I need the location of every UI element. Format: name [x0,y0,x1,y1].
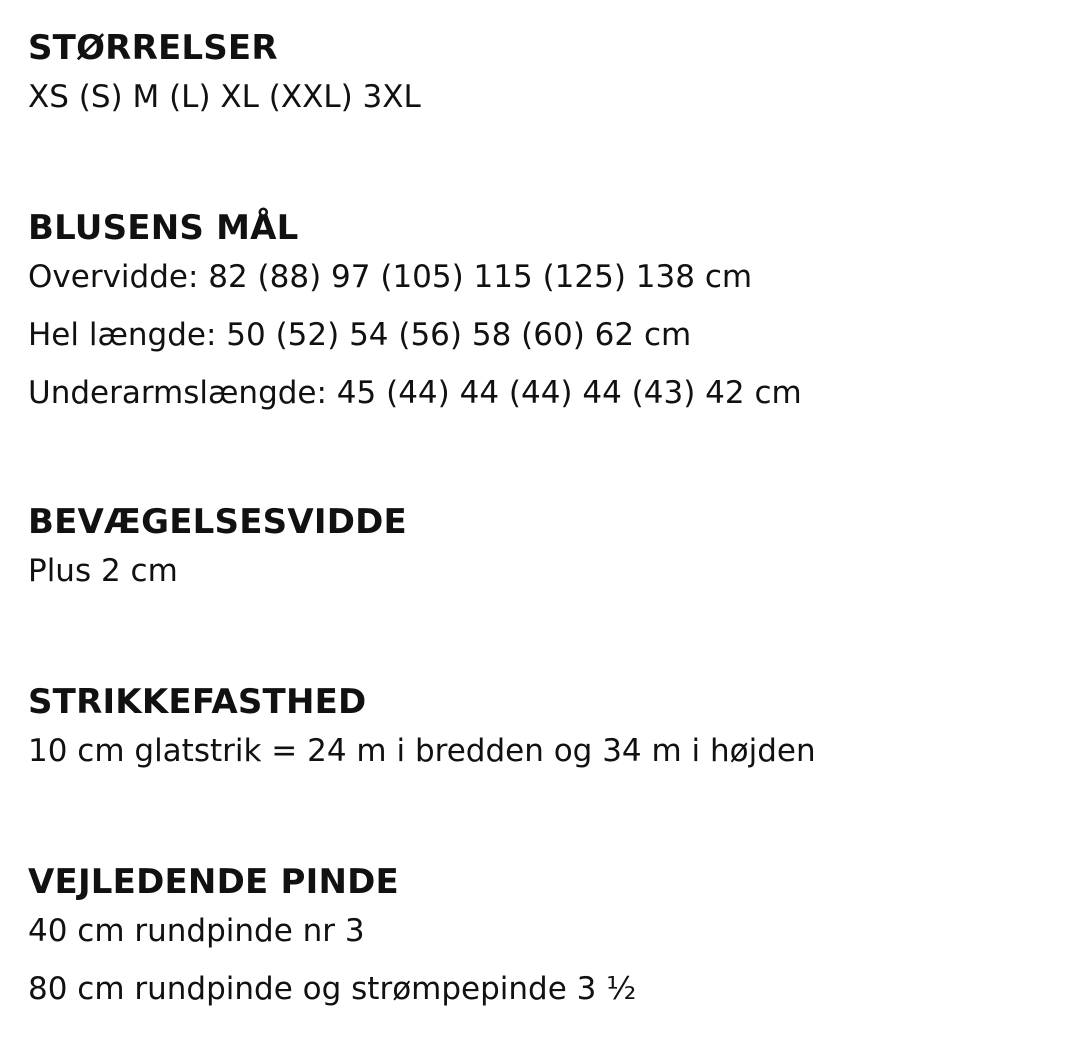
line-text: Plus 2 cm [28,553,178,589]
section-ease [28,502,1058,600]
sizes-line [28,68,1058,126]
line-text: 50 (52) 54 (56) 58 (60) 62 cm [216,317,692,353]
section-heading: VEJLEDENDE PINDE [28,862,399,902]
line-label: Hel længde: [28,317,217,353]
needles-line [28,960,1058,1018]
section-heading: BEVÆGELSESVIDDE [28,502,407,542]
sleeve-length-line [28,364,1058,422]
line-label: Underarmslængde: [28,375,327,411]
chest-width-line [28,248,1058,306]
section-needles [28,862,1058,1018]
line-text: 80 cm rundpinde og strømpepinde 3 ½ [28,971,637,1007]
line-text: 82 (88) 97 (105) 115 (125) 138 cm [198,259,753,295]
total-length-line [28,306,1058,364]
ease-line [28,542,1058,600]
section-heading: STØRRELSER [28,28,278,68]
gauge-line [28,722,1058,780]
line-text: XS (S) M (L) XL (XXL) 3XL [28,79,421,115]
section-heading: STRIKKEFASTHED [28,682,367,722]
section-heading: BLUSENS MÅL [28,208,299,248]
section-sizes [28,28,1058,126]
line-text: 45 (44) 44 (44) 44 (43) 42 cm [326,375,802,411]
needles-line [28,902,1058,960]
section-gauge [28,682,1058,780]
section-garment-measurements [28,208,1058,422]
line-text: 40 cm rundpinde nr 3 [28,913,365,949]
line-text: 10 cm glatstrik = 24 m i bredden og 34 m i højden [28,733,816,769]
line-label: Overvidde: [28,259,199,295]
